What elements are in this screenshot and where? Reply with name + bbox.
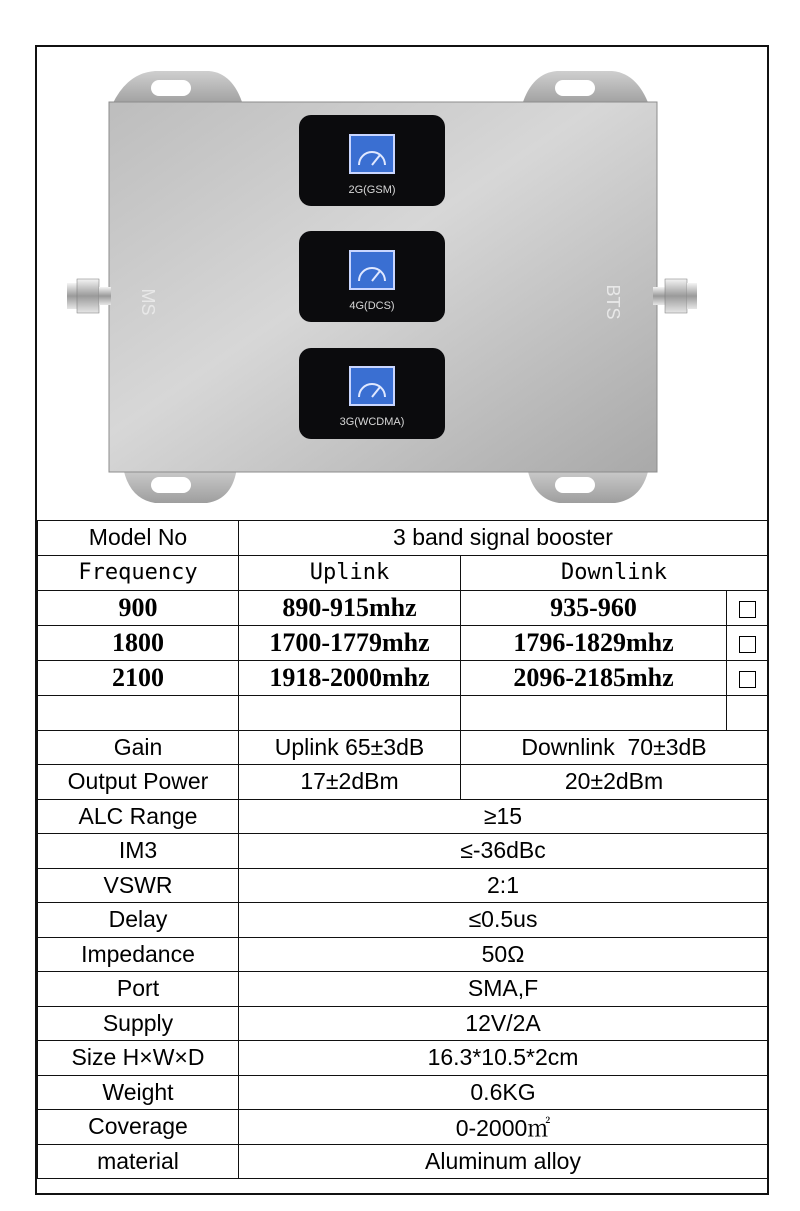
spec-table — [37, 520, 768, 1179]
bts-connector — [653, 279, 697, 313]
cell-band: 1800 — [38, 625, 239, 660]
table-row-frequency-header — [38, 555, 768, 590]
screen-2g-label: 2G(GSM) — [348, 184, 396, 196]
cell-label: Delay — [38, 903, 239, 938]
cell-gain-uplink: Uplink 65±3dB — [239, 730, 461, 765]
screen-3g-label: 3G(WCDMA) — [339, 416, 405, 428]
cell-value: 50Ω — [239, 937, 768, 972]
cell-band-downlink: 1796-1829mhz — [461, 625, 727, 660]
cell-value: ≥15 — [239, 799, 768, 834]
table-row — [38, 868, 768, 903]
screen-2g — [299, 115, 445, 206]
cell-band: 2100 — [38, 660, 239, 695]
booster-device-photo — [37, 47, 767, 520]
checkbox-icon[interactable] — [739, 636, 756, 653]
cell-label: Impedance — [38, 937, 239, 972]
table-row — [38, 1006, 768, 1041]
cell-band: 900 — [38, 590, 239, 625]
cell-label: VSWR — [38, 868, 239, 903]
cell-empty — [239, 695, 461, 730]
booster-device-illustration — [37, 47, 767, 520]
cell-output-power-label: Output Power — [38, 765, 239, 800]
cell-value: ≤-36dBc — [239, 834, 768, 869]
cell-output-power-uplink: 17±2dBm — [239, 765, 461, 800]
spec-rows — [38, 799, 768, 1179]
cell-label: material — [38, 1144, 239, 1179]
table-row-gain — [38, 730, 768, 765]
table-row — [38, 799, 768, 834]
cell-value: ≤0.5us — [239, 903, 768, 938]
cell-label: Port — [38, 972, 239, 1007]
table-row — [38, 1041, 768, 1076]
cell-value: 0-2000㎡ — [239, 1110, 768, 1145]
cell-uplink-header: Uplink — [239, 555, 461, 590]
cell-band-checkbox — [727, 625, 768, 660]
table-row — [38, 1075, 768, 1110]
table-row-band — [38, 590, 768, 625]
table-row — [38, 972, 768, 1007]
checkbox-icon[interactable] — [739, 671, 756, 688]
cell-frequency-label: Frequency — [38, 555, 239, 590]
table-row-band — [38, 625, 768, 660]
cell-value: Aluminum alloy — [239, 1144, 768, 1179]
cell-model-label: Model No — [38, 521, 239, 556]
table-row — [38, 834, 768, 869]
table-row — [38, 1144, 768, 1179]
cell-value: 12V/2A — [239, 1006, 768, 1041]
screen-3g — [299, 348, 445, 439]
cell-band-downlink: 935-960 — [461, 590, 727, 625]
cell-label: ALC Range — [38, 799, 239, 834]
cell-value: SMA,F — [239, 972, 768, 1007]
cell-empty — [38, 695, 239, 730]
table-row-band — [38, 660, 768, 695]
cell-value: 16.3*10.5*2cm — [239, 1041, 768, 1076]
cell-label: Supply — [38, 1006, 239, 1041]
ms-label: MS — [138, 288, 158, 316]
table-row — [38, 937, 768, 972]
cell-output-power-downlink: 20±2dBm — [461, 765, 768, 800]
cell-label: Coverage — [38, 1110, 239, 1145]
cell-band-downlink: 2096-2185mhz — [461, 660, 727, 695]
cell-gain-label: Gain — [38, 730, 239, 765]
cell-empty — [727, 695, 768, 730]
cell-model-value: 3 band signal booster — [239, 521, 768, 556]
bts-label: BTS — [603, 284, 623, 320]
cell-label: IM3 — [38, 834, 239, 869]
table-row — [38, 903, 768, 938]
cell-band-checkbox — [727, 590, 768, 625]
table-row-empty — [38, 695, 768, 730]
cell-band-uplink: 1918-2000mhz — [239, 660, 461, 695]
cell-label: Weight — [38, 1075, 239, 1110]
cell-value: 2:1 — [239, 868, 768, 903]
cell-value: 0.6KG — [239, 1075, 768, 1110]
spec-sheet-frame — [35, 45, 769, 1195]
ms-connector — [67, 279, 111, 313]
cell-empty — [461, 695, 727, 730]
checkbox-icon[interactable] — [739, 601, 756, 618]
table-row-model — [38, 521, 768, 556]
cell-label: Size H×W×D — [38, 1041, 239, 1076]
cell-gain-downlink: Downlink 70±3dB — [461, 730, 768, 765]
table-row-output-power — [38, 765, 768, 800]
cell-band-uplink: 1700-1779mhz — [239, 625, 461, 660]
screen-4g — [299, 231, 445, 322]
table-row — [38, 1110, 768, 1145]
cell-downlink-header: Downlink — [461, 555, 768, 590]
screen-4g-label: 4G(DCS) — [349, 300, 395, 312]
cell-band-checkbox — [727, 660, 768, 695]
cell-band-uplink: 890-915mhz — [239, 590, 461, 625]
